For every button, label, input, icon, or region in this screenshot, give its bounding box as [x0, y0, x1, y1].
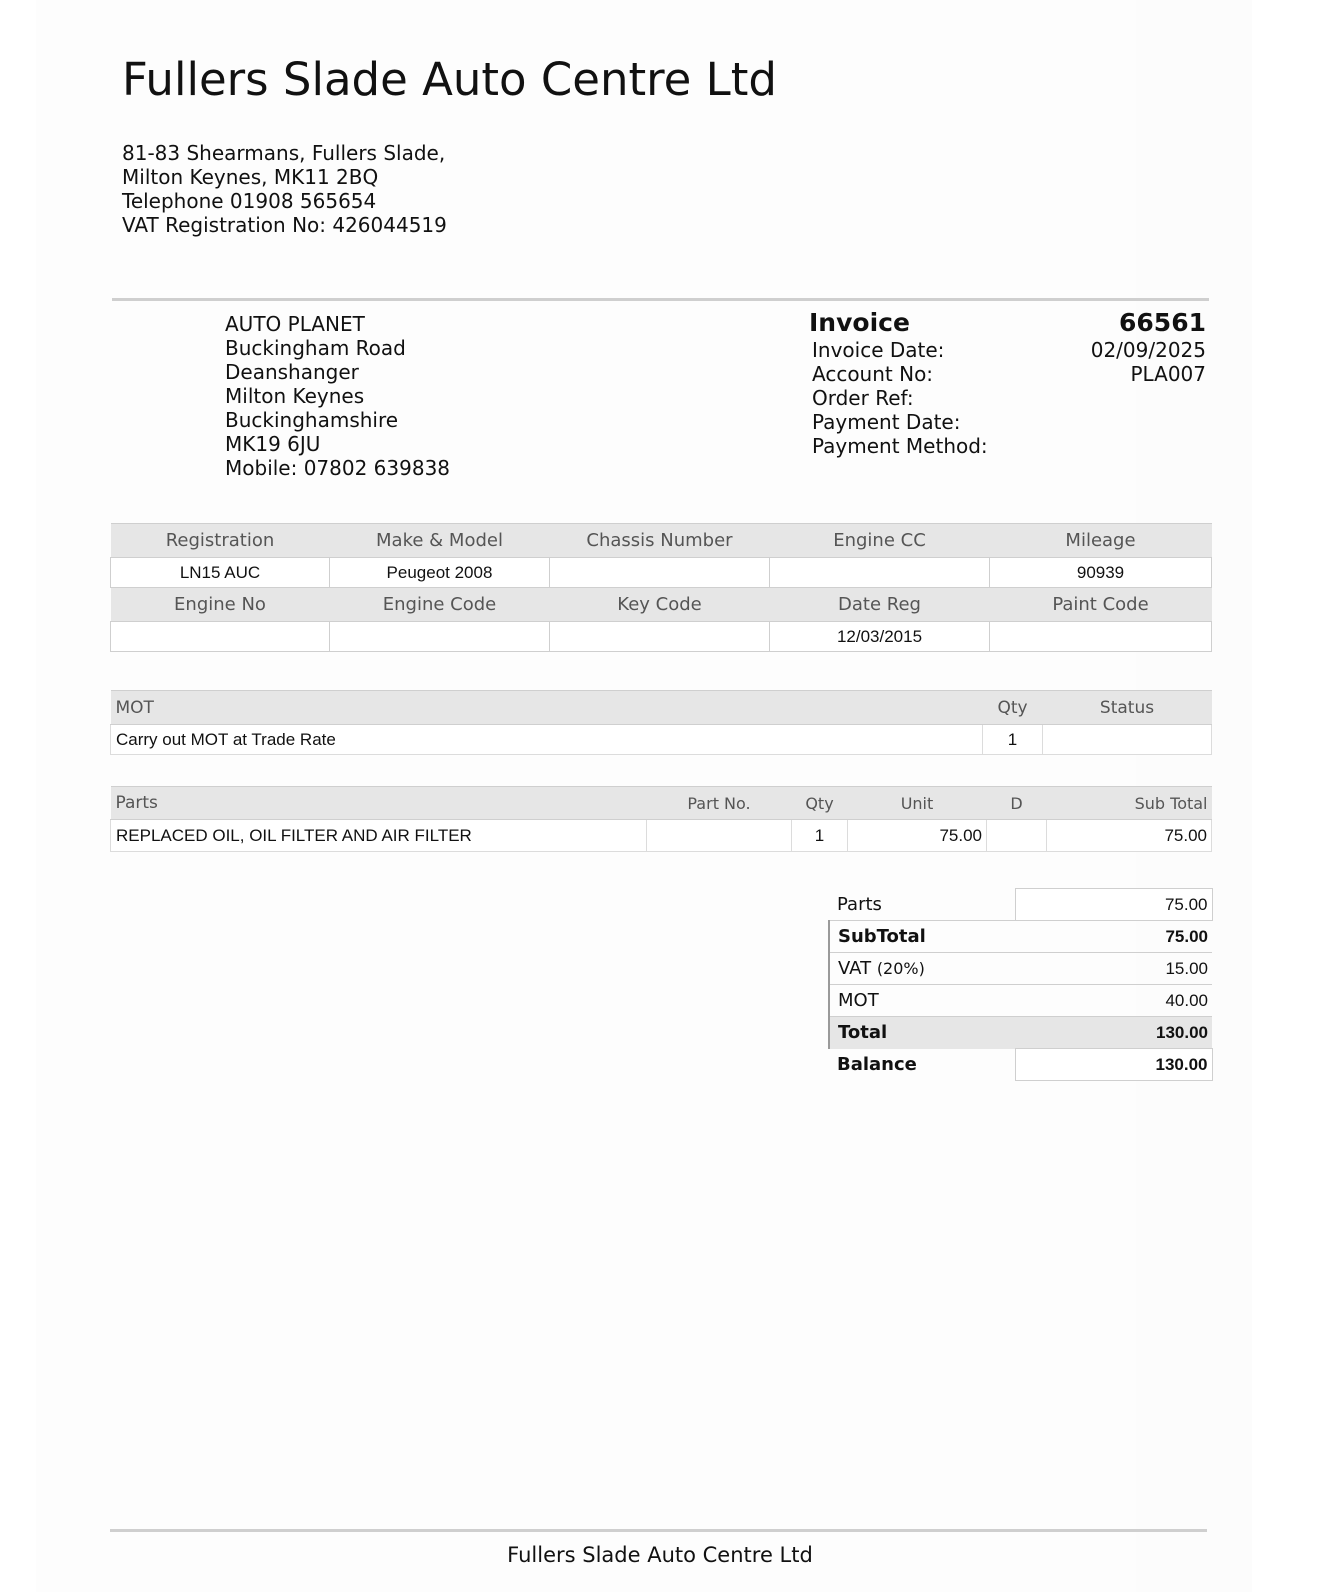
vehicle-header-row — [111, 524, 1212, 558]
company-address — [122, 141, 447, 237]
payment-date-label: Payment Date: — [812, 410, 961, 434]
vehicle-header-row — [111, 588, 1212, 622]
company-vat-number: VAT Registration No: 426044519 — [122, 213, 447, 237]
engine-code-value — [330, 622, 550, 652]
customer-mobile: Mobile: 07802 639838 — [225, 456, 451, 480]
customer-address-line: Deanshanger — [225, 360, 359, 384]
parts-unit-header: Unit — [848, 787, 987, 820]
chassis-number-value — [550, 558, 770, 588]
mot-header: MOT — [111, 691, 983, 725]
parts-header-row — [111, 787, 1212, 820]
invoice-date-label: Invoice Date: — [812, 338, 945, 362]
part-number — [647, 820, 792, 852]
part-unit-price: 75.00 — [848, 820, 987, 852]
vehicle-header-cell: Mileage — [990, 524, 1212, 558]
registration-value: LN15 AUC — [111, 558, 330, 588]
vehicle-header-cell: Key Code — [550, 588, 770, 622]
vat-value: 15.00 — [1015, 953, 1212, 985]
mileage-value: 90939 — [990, 558, 1212, 588]
customer-address-line: Buckingham Road — [225, 336, 406, 360]
vehicle-value-row — [111, 558, 1212, 588]
footer-divider — [110, 1529, 1207, 1532]
mot-qty-header: Qty — [983, 691, 1043, 725]
totals-mot-row — [829, 985, 1212, 1017]
vehicle-header-cell: Engine CC — [770, 524, 990, 558]
totals-parts-row — [829, 889, 1212, 921]
mot-qty: 1 — [983, 725, 1043, 755]
totals-vat-row — [829, 953, 1212, 985]
mot-status-header: Status — [1043, 691, 1212, 725]
customer-address-line: Milton Keynes — [225, 384, 365, 408]
vehicle-details-table — [110, 523, 1212, 652]
totals-parts-value: 75.00 — [1015, 889, 1212, 921]
mot-description: Carry out MOT at Trade Rate — [111, 725, 983, 755]
parts-header: Parts — [111, 787, 647, 820]
vehicle-value-row — [111, 622, 1212, 652]
company-address-line: Milton Keynes, MK11 2BQ — [122, 165, 379, 189]
total-label: Total — [829, 1017, 1015, 1049]
parts-table — [110, 786, 1212, 852]
vehicle-header-cell: Paint Code — [990, 588, 1212, 622]
table-row — [111, 725, 1212, 755]
invoice-labels — [809, 308, 988, 458]
invoice-number: 66561 — [1119, 308, 1206, 337]
table-row — [111, 820, 1212, 852]
company-name: Fullers Slade Auto Centre Ltd — [122, 53, 777, 106]
part-discount — [987, 820, 1047, 852]
vat-label: VAT — [838, 958, 872, 979]
part-description: REPLACED OIL, OIL FILTER AND AIR FILTER — [111, 820, 647, 852]
totals-balance-row — [829, 1049, 1212, 1081]
mot-total-value: 40.00 — [1015, 985, 1212, 1017]
paint-code-value — [990, 622, 1212, 652]
part-no-header: Part No. — [647, 787, 792, 820]
subtotal-label: SubTotal — [829, 921, 1015, 953]
balance-label: Balance — [837, 1054, 917, 1075]
vat-label-cell — [829, 953, 1015, 985]
invoice-title: Invoice — [809, 308, 910, 337]
date-reg-value: 12/03/2015 — [770, 622, 990, 652]
mot-status — [1043, 725, 1212, 755]
customer-address-line: Buckinghamshire — [225, 408, 399, 432]
payment-method-label: Payment Method: — [812, 434, 988, 458]
customer-name: AUTO PLANET — [225, 312, 365, 336]
company-address-line: 81-83 Shearmans, Fullers Slade, — [122, 141, 446, 165]
part-qty: 1 — [792, 820, 848, 852]
vehicle-header-cell: Make & Model — [330, 524, 550, 558]
customer-postcode: MK19 6JU — [225, 432, 321, 456]
make-model-value: Peugeot 2008 — [330, 558, 550, 588]
account-no: PLA007 — [1130, 362, 1206, 386]
totals-parts-label: Parts — [837, 893, 882, 915]
engine-cc-value — [770, 558, 990, 588]
mot-table — [110, 690, 1212, 755]
header-divider — [112, 298, 1209, 301]
vehicle-header-cell: Engine Code — [330, 588, 550, 622]
totals-total-row — [829, 1017, 1212, 1049]
customer-address — [225, 312, 450, 480]
parts-discount-header: D — [987, 787, 1047, 820]
vehicle-header-cell: Engine No — [111, 588, 330, 622]
vehicle-header-cell: Chassis Number — [550, 524, 770, 558]
totals-table — [828, 888, 1213, 1081]
footer-company-name: Fullers Slade Auto Centre Ltd — [507, 1543, 813, 1567]
vehicle-header-cell: Registration — [111, 524, 330, 558]
invoice-date: 02/09/2025 — [1090, 338, 1206, 362]
order-ref-label: Order Ref: — [812, 386, 914, 410]
vehicle-header-cell: Date Reg — [770, 588, 990, 622]
totals-subtotal-row — [829, 921, 1212, 953]
part-subtotal: 75.00 — [1047, 820, 1212, 852]
total-value: 130.00 — [1015, 1017, 1212, 1049]
vat-rate: (20%) — [876, 959, 925, 978]
subtotal-value: 75.00 — [1015, 921, 1212, 953]
key-code-value — [550, 622, 770, 652]
account-no-label: Account No: — [812, 362, 934, 386]
invoice-values — [1091, 308, 1206, 386]
parts-subtotal-header: Sub Total — [1047, 787, 1212, 820]
balance-value: 130.00 — [1015, 1049, 1212, 1081]
engine-no-value — [111, 622, 330, 652]
mot-total-label: MOT — [829, 985, 1015, 1017]
parts-qty-header: Qty — [792, 787, 848, 820]
mot-header-row — [111, 691, 1212, 725]
company-telephone: Telephone 01908 565654 — [122, 189, 377, 213]
